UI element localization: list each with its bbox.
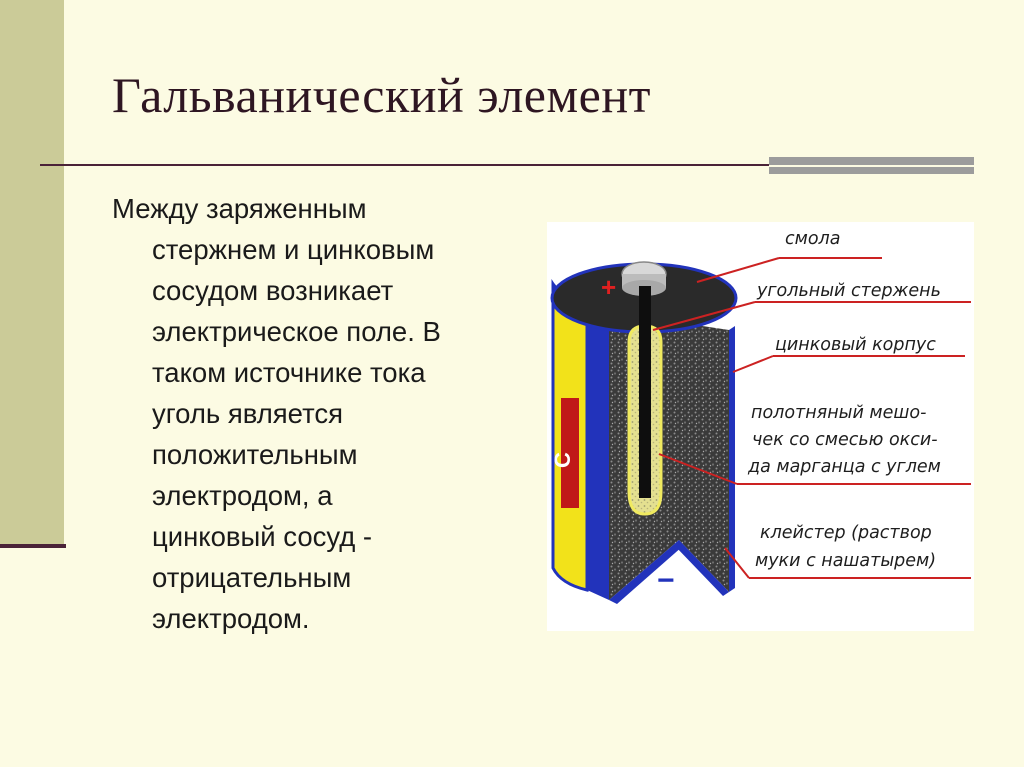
body-paragraph [112, 188, 532, 639]
decorative-side-bar [0, 0, 64, 545]
slide-title: Гальванический элемент [112, 67, 651, 123]
label-paste-line2: муки с нашатырем) [755, 551, 937, 571]
carbon-rod [639, 286, 651, 498]
label-bag-line1: полотняный мешо- [751, 403, 927, 423]
body-line: стержнем и цинковым [152, 234, 435, 265]
label-bag-line2: чек со смесью окси- [752, 430, 938, 450]
title-accent-bar-top [769, 157, 974, 165]
decorative-side-line [0, 544, 66, 548]
body-line: уголь является [152, 398, 343, 429]
title-underline [40, 164, 769, 166]
plus-terminal-sign: + [601, 272, 617, 302]
label-paste-line1: клейстер (раствор [760, 523, 932, 543]
minus-terminal-sign: − [657, 564, 675, 597]
body-line: электрическое поле. В [152, 316, 441, 347]
body-line: электродом. [152, 603, 310, 634]
label-resin: смола [785, 229, 841, 249]
svg-text:C: C [550, 452, 575, 468]
body-line: сосудом возникает [152, 275, 394, 306]
title-accent-bar-bottom [769, 167, 974, 174]
label-carbon-rod: угольный стержень [757, 281, 941, 301]
label-bag-line3: да марганца с углем [748, 457, 941, 477]
body-line: таком источнике тока [152, 357, 426, 388]
label-zinc-case: цинковый корпус [775, 335, 936, 355]
body-line: Между заряженным [112, 193, 367, 224]
body-line: отрицательным [152, 562, 352, 593]
battery-diagram [547, 222, 974, 631]
battery-diagram-svg [547, 222, 974, 631]
body-line: цинковый сосуд - [152, 521, 373, 552]
body-line: электродом, а [152, 480, 333, 511]
battery-casing [550, 284, 587, 590]
body-line: положительным [152, 439, 358, 470]
